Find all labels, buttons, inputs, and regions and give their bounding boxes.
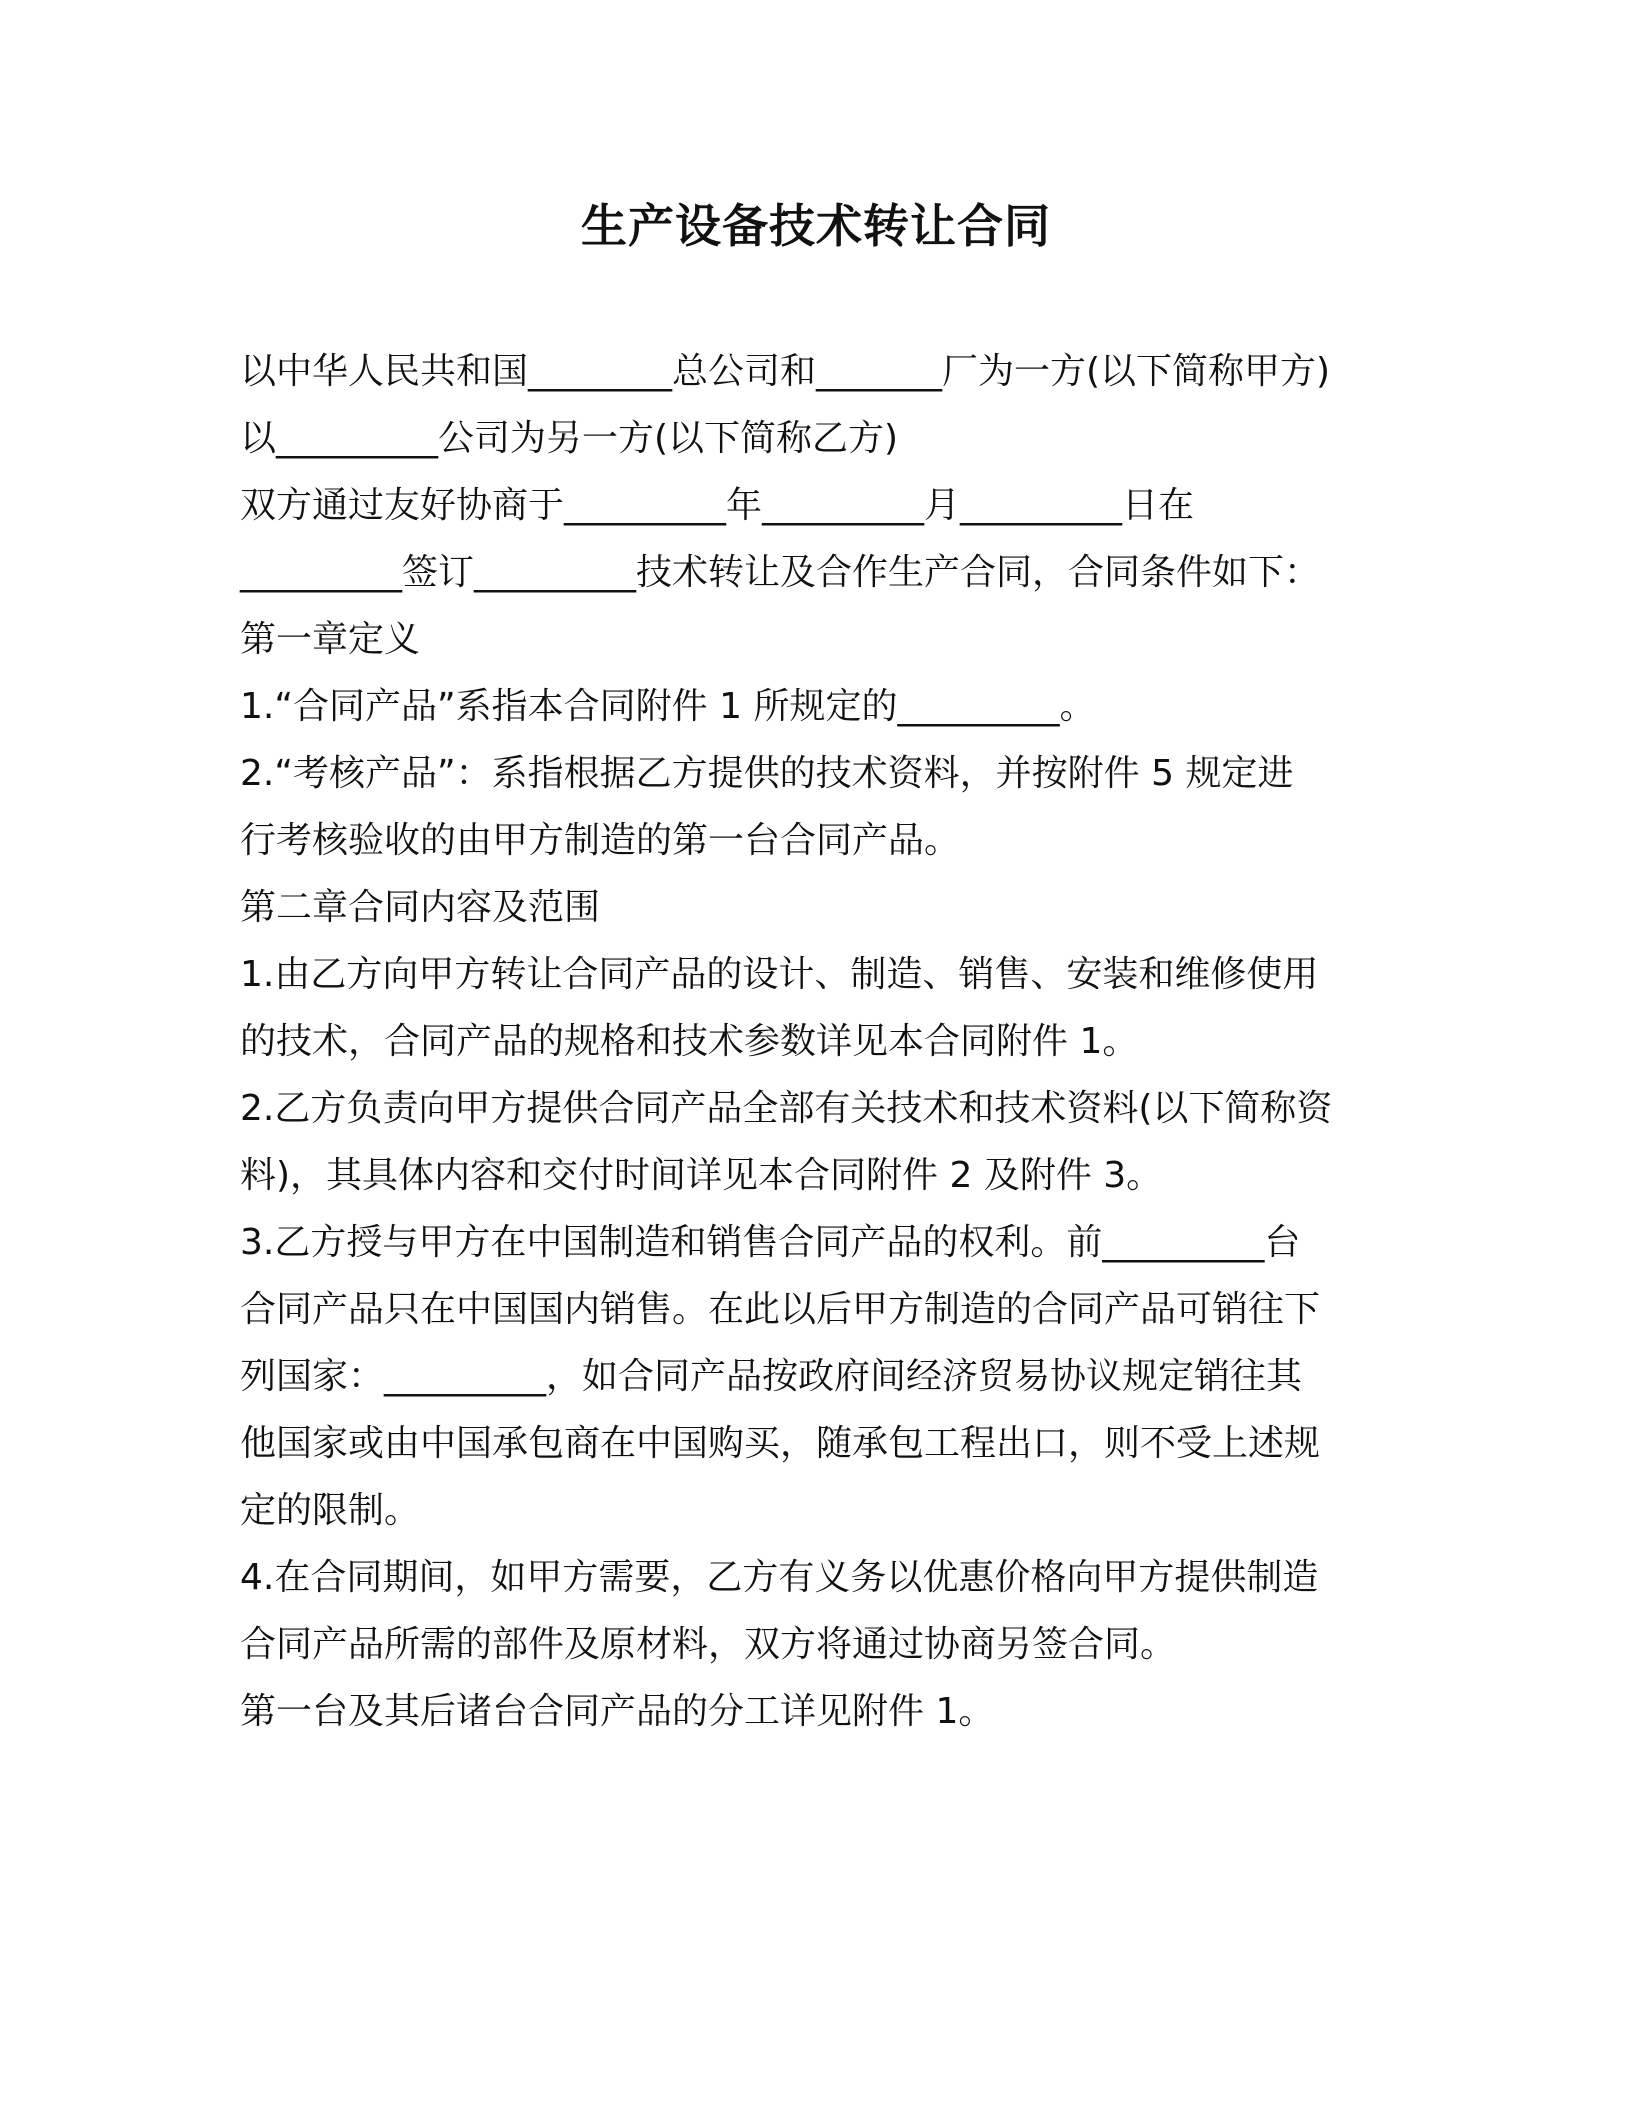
clause-2-4: 4.在合同期间，如甲方需要，乙方有义务以优惠价格向甲方提供制造 [240,1557,1319,1598]
document-title: 生产设备技术转让合同 [581,199,1051,253]
clause-2-3-cont-4: 定的限制。 [240,1490,421,1531]
clause-2-2-cont: 料)，其具体内容和交付时间详见本合同附件 2 及附件 3。 [240,1155,1163,1196]
chapter-2-heading: 第二章合同内容及范围 [240,887,601,928]
clause-2-division-of-work: 第一台及其后诸台合同产品的分工详见附件 1。 [240,1691,995,1732]
clause-2-3-cont-2: 列国家：_________，如合同产品按政府间经济贸易协议规定销往其 [240,1356,1303,1397]
preamble-parties-line: 以中华人民共和国________总公司和_______厂为一方(以下简称甲方) [240,351,1331,392]
preamble-party-b-line: 以_________公司为另一方(以下简称乙方) [240,418,899,459]
document-body [240,338,1400,1745]
clause-2-1-cont: 的技术，合同产品的规格和技术参数详见本合同附件 1。 [240,1021,1139,1062]
clause-2-3-cont-3: 他国家或由中国承包商在中国购买，随承包工程出口，则不受上述规 [240,1423,1321,1464]
clause-2-2: 2.乙方负责向甲方提供合同产品全部有关技术和技术资料(以下简称资 [240,1088,1333,1129]
clause-1-2-cont: 行考核验收的由甲方制造的第一台合同产品。 [240,820,961,861]
clause-2-1: 1.由乙方向甲方转让合同产品的设计、制造、销售、安装和维修使用 [240,954,1319,995]
preamble-signing-line: _________签订_________技术转让及合作生产合同，合同条件如下： [240,552,1321,593]
clause-2-3-cont-1: 合同产品只在中国国内销售。在此以后甲方制造的合同产品可销往下 [240,1289,1321,1330]
clause-1-2: 2.“考核产品”：系指根据乙方提供的技术资料，并按附件 5 规定进 [240,753,1294,794]
preamble-date-line: 双方通过友好协商于_________年_________月_________日在 [240,485,1195,526]
chapter-1-heading: 第一章定义 [240,619,421,660]
clause-2-4-cont: 合同产品所需的部件及原材料，双方将通过协商另签合同。 [240,1624,1177,1665]
clause-2-3: 3.乙方授与甲方在中国制造和销售合同产品的权利。前_________台 [240,1222,1301,1263]
clause-1-1: 1.“合同产品”系指本合同附件 1 所规定的_________。 [240,686,1096,727]
